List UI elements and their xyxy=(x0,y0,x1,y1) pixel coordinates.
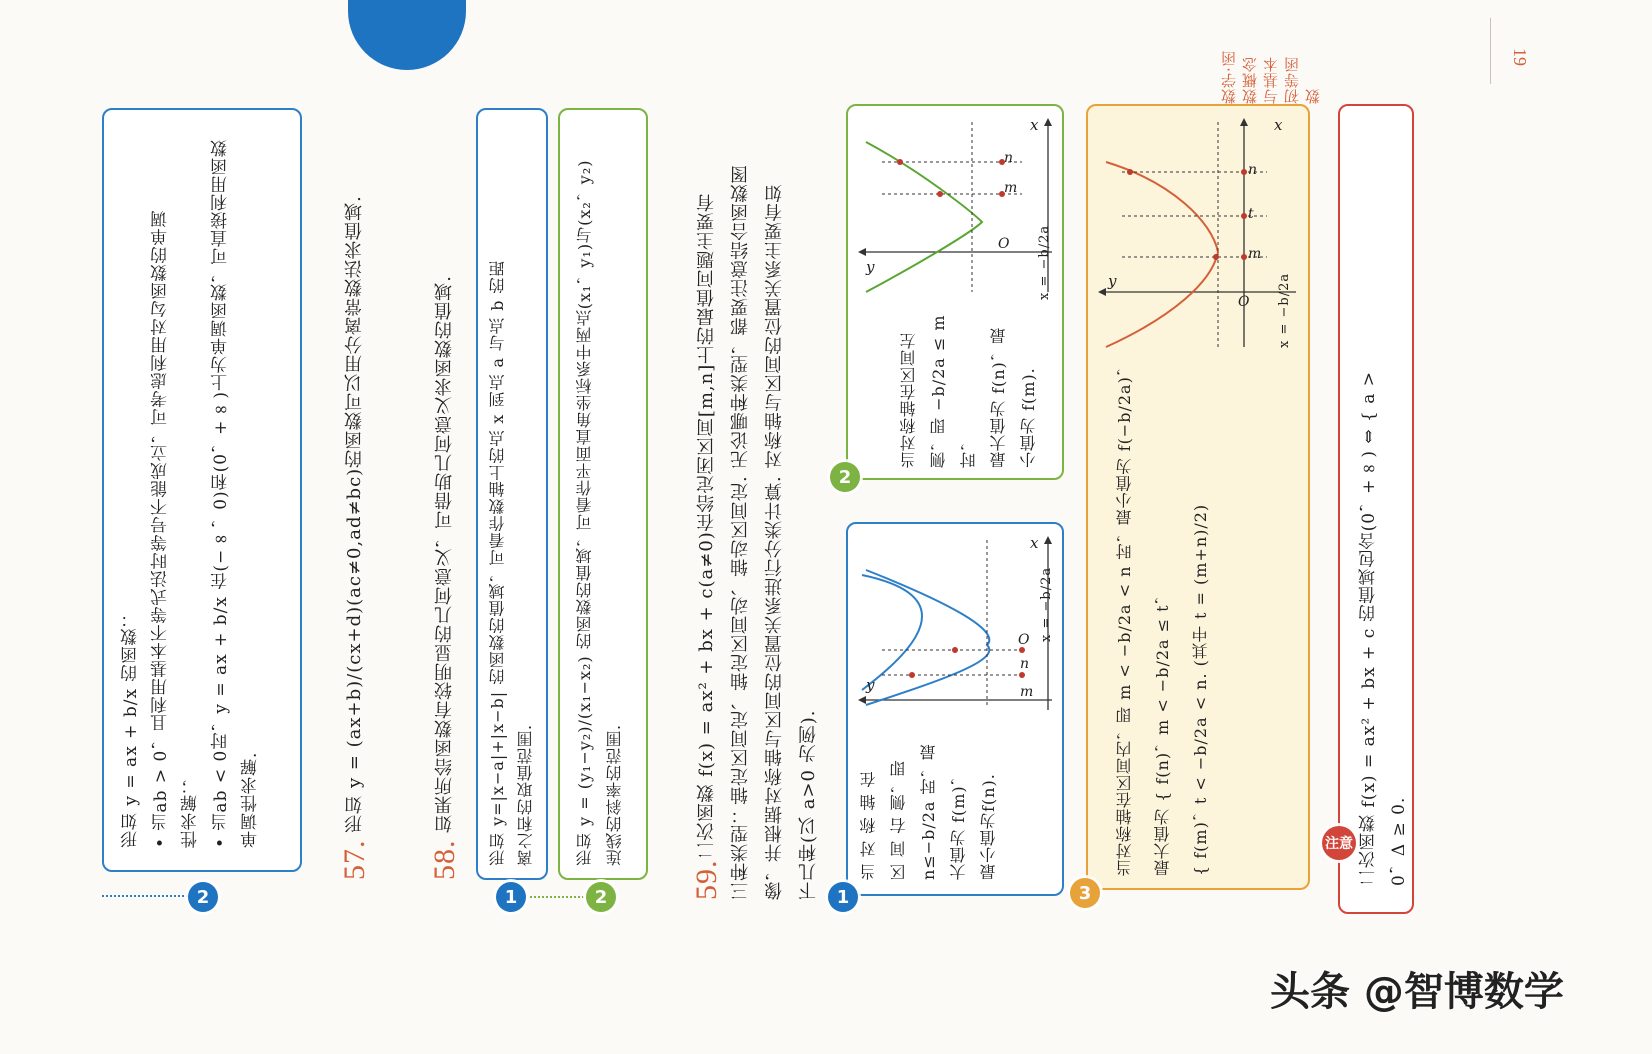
axis-y-label: y xyxy=(866,676,875,694)
point-m-label: m xyxy=(1004,180,1018,196)
case-3-text xyxy=(1106,356,1220,876)
origin-label: O xyxy=(1018,632,1030,648)
case-1-box xyxy=(846,522,1064,896)
box-line: 形如 y = (y₁−y₂)/(x₁−x₂) 的函数的值域，可看作平面直角坐标系中两点(x₁，y₁)与(x₂，y₂) xyxy=(575,159,594,866)
case-line: 最大值为 { f(n)，m < −b/2a ≤ t， xyxy=(1153,587,1172,876)
point-n-label: n xyxy=(1248,162,1258,178)
case-line: 当对称轴在区间左 xyxy=(899,332,918,468)
page-number: 19 xyxy=(1510,48,1530,66)
point-m-label: m xyxy=(1020,684,1034,700)
point-t-label: t xyxy=(1248,206,1254,222)
axis-of-symmetry-label: x = −b/2a xyxy=(1277,272,1292,348)
question-58 xyxy=(430,120,460,880)
case-2-graph xyxy=(852,112,1058,302)
question-57 xyxy=(340,120,370,880)
case-1-badge: 1 xyxy=(828,882,858,912)
case-2-text xyxy=(894,292,1044,468)
tip-leader-line xyxy=(102,895,192,897)
axis-x-label: x xyxy=(1030,534,1039,552)
q58-leader-line xyxy=(530,896,588,898)
origin-label: O xyxy=(1238,294,1250,310)
case-3-badge: 3 xyxy=(1070,878,1100,908)
question-text: 形如 y = (ax+b)/(cx+d)(ac≠0,ad≠bc)的函数可以用分离常数法求值域. xyxy=(344,195,365,833)
box-line: 形如 y=|x−a|+|x−b| 的函数的值域，可看作数轴上的点 x 到点 a 与点 b 的距 xyxy=(488,259,507,866)
tip-box-2-text xyxy=(116,128,266,848)
q58-box-2-text xyxy=(570,126,630,866)
tip-line: • 当ab < 0时，y = ax + b/x 在(−∞，0)和(0，+∞)上为单调函数，可直接利用函数 xyxy=(211,139,231,848)
axis-of-symmetry-label: x = −b/2a xyxy=(1039,566,1054,642)
case-line: n≤−b/2a 时，最 xyxy=(919,743,938,880)
running-header: 数学·函数概念与基本初等函数 xyxy=(1220,50,1322,104)
box-line: 连线的斜率的范围. xyxy=(605,723,624,866)
q58-box-1-text xyxy=(484,126,540,866)
box-line: 离之和的取值范围. xyxy=(516,723,535,866)
axis-y-label: y xyxy=(866,258,875,276)
case-2-badge: 2 xyxy=(830,462,860,492)
case-line: 当 对 称 轴 在 xyxy=(859,770,878,880)
case-2-box xyxy=(846,104,1064,480)
case-3-box xyxy=(1086,104,1310,890)
case-line: 最小值为f(n). xyxy=(979,773,998,880)
q59-line: 三种类型：轴定区间定、轴定区间动、轴动区间定. 无论哪种类型，都要注意结合函数图 xyxy=(730,164,751,900)
case-line: 侧，即 −b/2a ≤ m 时， xyxy=(929,314,978,468)
question-59 xyxy=(690,100,826,900)
case-line: 最大值为 f(n)，最 xyxy=(989,327,1008,468)
point-m-label: m xyxy=(1248,246,1262,262)
q58-box-1 xyxy=(476,108,548,880)
case-line: 小值为 f(m). xyxy=(1019,367,1038,468)
axis-of-symmetry-label: x = −b/2a xyxy=(1037,224,1052,300)
tip-box-2 xyxy=(102,108,302,872)
axis-x-label: x xyxy=(1030,116,1039,134)
case-line: 大值为 f(m)， xyxy=(949,768,968,880)
tip-line: 单调性求解. xyxy=(241,751,261,848)
q58-box-2 xyxy=(558,108,648,880)
axis-y-label: y xyxy=(1108,272,1117,290)
q58-badge-2: 2 xyxy=(586,882,616,912)
point-n-label: n xyxy=(1020,656,1030,672)
case-line: 区 间 右 侧，即 xyxy=(889,759,908,880)
q59-line: 二次函数 f(x) = ax² + bx + c(a≠0)在给定闭区间[m,n]上的最值问题主要有 xyxy=(696,192,717,860)
chapter-tab xyxy=(348,0,466,70)
question-number: 59. xyxy=(690,859,723,900)
header-divider xyxy=(1490,18,1491,84)
case-1-text xyxy=(854,700,1004,880)
note-box xyxy=(1338,104,1414,914)
source-watermark: 头条 @智博数学 xyxy=(1270,969,1564,1015)
q58-badge-1: 1 xyxy=(496,882,526,912)
q59-line: 像，并根据对称轴与区间的位置关系进行分类计算. 对称轴与区间的位置关系主要有如 xyxy=(764,183,785,900)
question-text: 如果所给函数有较明显的几何意义，可借助几何意义求函数的值域. xyxy=(434,275,455,833)
tip-line: 形如 y = ax + b/x 的函数： xyxy=(121,609,141,848)
tip-line: 性求解； xyxy=(181,776,201,848)
question-number: 57. xyxy=(338,839,371,880)
note-badge: 注意 xyxy=(1322,826,1356,860)
tip-line: • 当ab > 0，且利用基本不等式法时等号不能成立，可考虑利用对勾函数的单调 xyxy=(151,209,171,848)
origin-label: O xyxy=(998,236,1010,252)
case-line: 当对称轴在区间内，即 m < −b/2a < n 时，最小值为 f(−b/2a)， xyxy=(1115,359,1134,876)
point-n-label: n xyxy=(1004,150,1014,166)
axis-x-label: x xyxy=(1274,116,1283,134)
q59-line: 下几种(以 a>0 为例). xyxy=(798,709,819,900)
note-text: 二次函数 f(x) = ax² + bx + c 的值域包含(0，+∞) ⇔ { a > 0，Δ ≥ 0. xyxy=(1359,370,1409,886)
case-line: { f(m)，t < −b/2a < n. (其中 t = (m+n)/2) xyxy=(1191,503,1210,876)
tip-badge-2: 2 xyxy=(188,882,218,912)
question-number: 58. xyxy=(428,839,461,880)
